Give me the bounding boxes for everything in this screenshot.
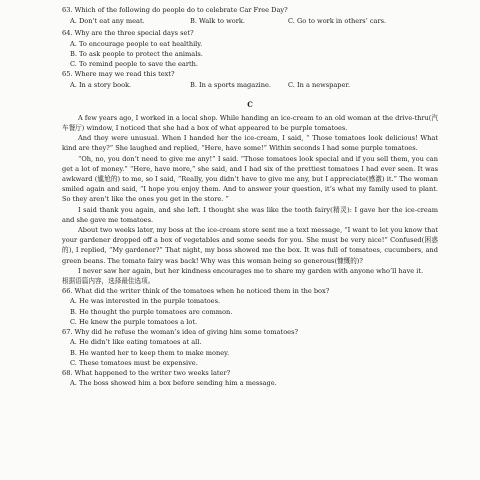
option-66-b: B. He thought the purple tomatoes are common. — [70, 307, 233, 316]
passage-paragraph-5: About two weeks later, my boss at the ice-cream store sent me a text message, “I want to let you know that your gardener dropped off a box of vegetables and some seeds for you. She must be very nice!” Confused(困惑的), I replied, “My gardener?” That night, my boss showed me the box. It was full of tomatoes, cucumbers, and green beans. The tomato fairy was back! Why was this woman being so generous(慷慨的)? — [62, 226, 438, 265]
question-63: 63. Which of the following do people do to celebrate Car Free Day? — [62, 6, 288, 14]
passage-paragraph-6: I never saw her again, but her kindness encourages me to share my garden with anyone who’ll have it. — [78, 266, 424, 275]
passage-paragraph-3: “Oh, no, you don’t need to give me any!” I said. “Those tomatoes look special and if you sell them, you can get a lot of money.” “Here, have more,” she said, and I had six of the prettiest tomatoes I had ever seen. It was awkward (尴尬的) to me, so I said, “Really, you didn’t have to give me any, but I appreciate(感激) it.” The woman smiled again and said, “I hope you enjoy them. And to answer your question, it’s what my family used to plant. So they aren’t like the ones you get in the store. ” — [62, 154, 438, 204]
option-65-b: B. In a sports magazine. — [190, 81, 272, 90]
question-68: 68. What happened to the writer two weeks later? — [62, 368, 231, 377]
option-66-c: C. He knew the purple tomatoes a lot. — [70, 317, 198, 326]
option-64-b: B. To ask people to protect the animals. — [70, 49, 203, 58]
option-65-c: C. In a newspaper. — [288, 81, 350, 90]
question-64: 64. Why are the three special days set? — [62, 29, 194, 38]
passage-paragraph-4: I said thank you again, and she left. I thought she was like the tooth fairy(精灵): I gave her the ice-cream and she gave me tomatoes. — [62, 205, 438, 224]
option-67-a: A. He didn’t like eating tomatoes at all. — [70, 338, 202, 347]
option-63-c: C. Go to work in others’ cars. — [288, 17, 387, 26]
option-65-a: A. In a story book. — [70, 81, 132, 90]
instruction-text: 根据语篇内容，选择最佳选项。 — [62, 277, 155, 286]
option-63-a: A. Don’t eat any meat. — [70, 17, 145, 26]
question-65-options — [62, 80, 438, 90]
section-title: C — [247, 99, 253, 109]
question-67: 67. Why did he refuse the woman’s idea of giving him some tomatoes? — [62, 328, 299, 337]
option-67-b: B. He wanted her to keep them to make money. — [70, 348, 230, 357]
question-66: 66. What did the writer think of the tomatoes when he noticed them in the box? — [62, 287, 330, 296]
option-67-c: C. These tomatoes must be expensive. — [70, 358, 198, 367]
option-63-b: B. Walk to work. — [190, 17, 245, 26]
option-68-a: A. The boss showed him a box before sending him a message. — [70, 379, 277, 388]
passage-paragraph-2: And they were unusual. When I handed her the ice-cream, I said, “ Those tomatoes look delicious! What kind are they?” She laughed and replied, “Here, have some!” Within seconds I had some purple tomatoes. — [62, 134, 438, 153]
question-65: 65. Where may we read this text? — [62, 70, 175, 79]
option-66-a: A. He was interested in the purple tomatoes. — [70, 297, 221, 306]
option-64-c: C. To remind people to save the earth. — [70, 60, 198, 69]
option-64-a: A. To encourage people to eat healthily. — [70, 39, 203, 48]
passage-paragraph-1: A few years ago, I worked in a local shop. While handing an ice-cream to an old woman at the drive-thru(汽车餐厅) window, I noticed that she had a box of what appeared to be purple tomatoes. — [62, 113, 438, 133]
question-63-options — [62, 16, 438, 26]
